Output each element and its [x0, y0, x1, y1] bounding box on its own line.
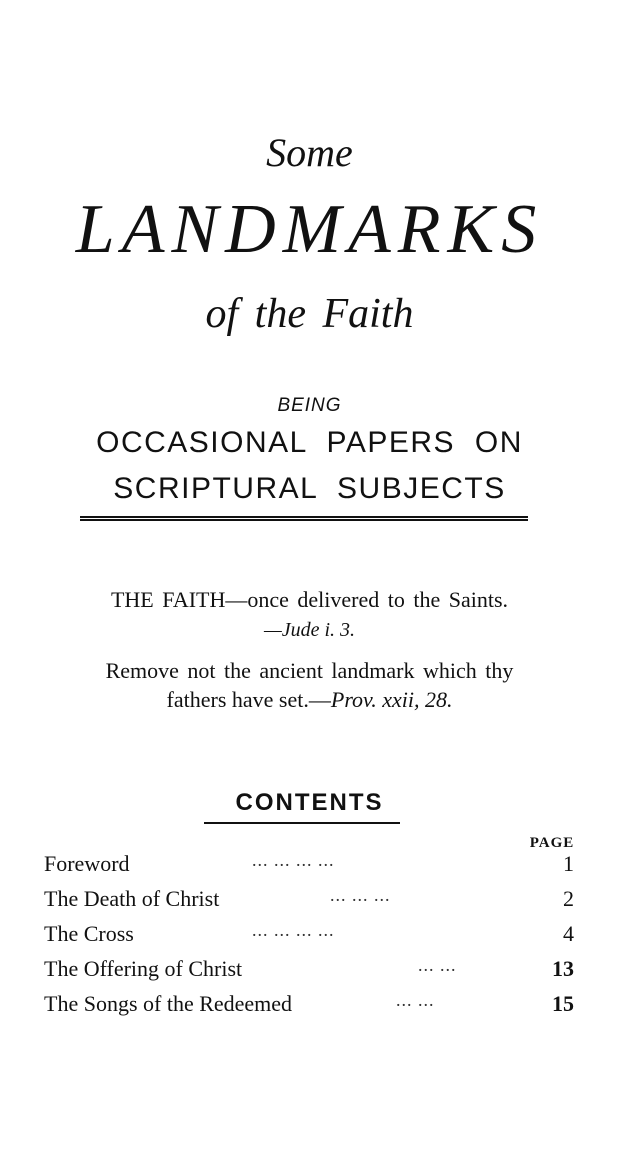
toc-entry [44, 954, 574, 984]
toc-entry-page: 15 [552, 991, 574, 1016]
toc-entry-title: The Offering of Christ [44, 956, 243, 981]
toc-entry-page: 13 [552, 956, 574, 981]
toc-entry-page: 1 [563, 851, 574, 876]
toc-leader-dots: ... ... [396, 990, 435, 1010]
epigraph-1-reference: —Jude i. 3. [263, 619, 356, 641]
epigraph-2-text-end: fathers have set.— [166, 687, 331, 712]
title-prefix: Some [266, 130, 353, 175]
toc-entry [44, 919, 574, 949]
book-title: LANDMARKS [75, 191, 544, 268]
epigraph-2-reference: Prov. xxii, 28. [330, 687, 453, 712]
toc-entry-title: The Death of Christ [44, 886, 220, 911]
toc-leader-dots: ... ... [418, 955, 457, 975]
toc-entry-title: The Songs of the Redeemed [44, 991, 293, 1016]
toc-leader-dots: ... ... ... [330, 885, 391, 905]
toc-leader-dots: ... ... ... ... [252, 850, 335, 870]
toc-entry-page: 2 [563, 886, 574, 911]
toc-entry-page: 4 [563, 921, 574, 946]
toc-entry [44, 989, 574, 1019]
toc-entry-title: The Cross [44, 921, 134, 946]
epigraph-2-line-2 [0, 686, 619, 714]
toc-entry [44, 884, 574, 914]
subtitle-line-1: OCCASIONAL PAPERS ON [96, 426, 523, 459]
toc-entry-title: Foreword [44, 851, 130, 876]
title-suffix: of the Faith [205, 291, 414, 337]
contents-heading: CONTENTS [235, 789, 384, 816]
contents-underline [204, 822, 400, 824]
being-label: BEING [277, 395, 342, 416]
epigraph-2-line-1: Remove not the ancient landmark which thy [105, 658, 514, 683]
double-rule-divider [80, 516, 528, 521]
page-column-label: PAGE [529, 835, 575, 851]
subtitle-line-2: SCRIPTURAL SUBJECTS [113, 472, 506, 505]
toc-entry [44, 849, 574, 879]
toc-leader-dots: ... ... ... ... [252, 920, 335, 940]
epigraph-1-text: THE FAITH—once delivered to the Saints. [110, 587, 509, 612]
